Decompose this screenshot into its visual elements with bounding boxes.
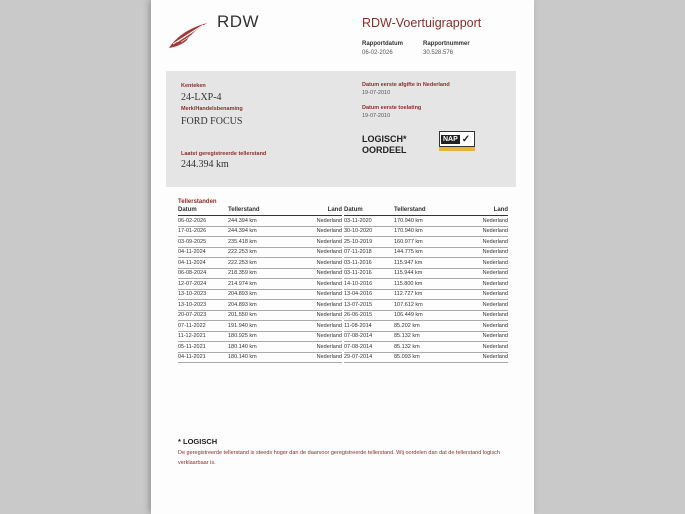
vehicle-summary-panel [166, 71, 516, 187]
odometer-value: 244.394 km [181, 159, 229, 170]
table-row [178, 331, 342, 342]
report-date-block [362, 40, 403, 57]
row-date: 05-11-2021 [178, 342, 228, 353]
row-country: Nederland [452, 216, 508, 227]
row-km: 144.775 km [394, 247, 452, 258]
table-row [344, 258, 508, 269]
row-date: 13-04-2016 [344, 289, 394, 300]
row-country: Nederland [286, 310, 342, 321]
row-country: Nederland [452, 268, 508, 279]
col-country: Land [452, 206, 508, 216]
row-date: 11-08-2014 [344, 321, 394, 332]
row-country: Nederland [452, 321, 508, 332]
row-km: 222.253 km [228, 247, 286, 258]
row-date: 13-07-2015 [344, 300, 394, 311]
table-row [178, 342, 342, 353]
row-date: 20-07-2023 [178, 310, 228, 321]
table-row [178, 226, 342, 237]
row-country: Nederland [452, 310, 508, 321]
odometer-label: Laatst geregistreerde tellerstand [181, 151, 267, 157]
brand-name: RDW [217, 12, 260, 31]
nap-label: NAP [443, 135, 458, 143]
row-country: Nederland [452, 300, 508, 311]
table-row [344, 300, 508, 311]
row-date: 07-11-2022 [178, 321, 228, 332]
verdict-line-2: OORDEEL [362, 145, 407, 155]
row-km: 106.449 km [394, 310, 452, 321]
row-date: 12-07-2024 [178, 279, 228, 290]
row-km: 180.140 km [228, 352, 286, 363]
row-km: 160.977 km [394, 237, 452, 248]
row-date: 03-11-2016 [344, 268, 394, 279]
report-number: 30.528.576 [423, 49, 454, 56]
odometer-table-right [344, 206, 508, 363]
row-country: Nederland [286, 258, 342, 269]
table-row [178, 300, 342, 311]
row-country: Nederland [286, 237, 342, 248]
row-date: 07-08-2014 [344, 342, 394, 353]
table-row [344, 352, 508, 363]
row-date: 17-01-2026 [178, 226, 228, 237]
row-km: 112.727 km [394, 289, 452, 300]
row-country: Nederland [452, 279, 508, 290]
table-row [344, 321, 508, 332]
table-row [178, 289, 342, 300]
table-row [344, 268, 508, 279]
row-km: 201.550 km [228, 310, 286, 321]
row-date: 29-07-2014 [344, 352, 394, 363]
row-date: 07-08-2014 [344, 331, 394, 342]
report-date-label: Rapportdatum [362, 41, 403, 47]
row-country: Nederland [286, 279, 342, 290]
row-country: Nederland [452, 247, 508, 258]
row-km: 115.800 km [394, 279, 452, 290]
row-km: 115.947 km [394, 258, 452, 269]
row-country: Nederland [286, 342, 342, 353]
table-row [178, 216, 342, 227]
row-km: 85.132 km [394, 342, 452, 353]
row-country: Nederland [452, 289, 508, 300]
rdw-logo-icon [167, 20, 209, 50]
row-country: Nederland [286, 321, 342, 332]
plate-value: 24-LXP-4 [181, 92, 222, 103]
first-nl-value: 19-07-2010 [362, 90, 391, 96]
row-km: 235.418 km [228, 237, 286, 248]
row-date: 06-02-2026 [178, 216, 228, 227]
table-row [178, 352, 342, 363]
row-date: 25-10-2019 [344, 237, 394, 248]
first-admission-label: Datum eerste toelating [362, 105, 422, 111]
table-row [344, 342, 508, 353]
row-km: 107.612 km [394, 300, 452, 311]
first-nl-label: Datum eerste afgifte in Nederland [362, 82, 450, 88]
table-row [178, 258, 342, 269]
report-number-block [423, 40, 470, 57]
row-date: 14-10-2016 [344, 279, 394, 290]
row-date: 03-11-2020 [344, 216, 394, 227]
make-value: FORD FOCUS [181, 116, 243, 127]
table-row [178, 279, 342, 290]
odometer-table-left [178, 206, 342, 363]
row-country: Nederland [452, 331, 508, 342]
document-title: RDW-Voertuigrapport [362, 16, 482, 30]
table-row [178, 321, 342, 332]
row-date: 03-09-2025 [178, 237, 228, 248]
row-km: 191.940 km [228, 321, 286, 332]
table-row [344, 226, 508, 237]
row-date: 26-06-2015 [344, 310, 394, 321]
first-admission-value: 19-07-2010 [362, 113, 391, 119]
nap-badge [439, 131, 475, 147]
row-country: Nederland [286, 268, 342, 279]
checkmark-icon: ✓ [461, 133, 471, 145]
row-date: 11-12-2021 [178, 331, 228, 342]
row-date: 07-11-2018 [344, 247, 394, 258]
row-km: 244.394 km [228, 226, 286, 237]
verdict-line-1: LOGISCH* [362, 134, 407, 144]
row-date: 04-11-2024 [178, 247, 228, 258]
row-country: Nederland [286, 352, 342, 363]
row-km: 170.940 km [394, 216, 452, 227]
row-date: 04-11-2021 [178, 352, 228, 363]
row-km: 204.893 km [228, 300, 286, 311]
row-country: Nederland [286, 247, 342, 258]
row-date: 06-08-2024 [178, 268, 228, 279]
table-row [344, 279, 508, 290]
row-date: 30-10-2020 [344, 226, 394, 237]
row-country: Nederland [286, 289, 342, 300]
row-country: Nederland [286, 331, 342, 342]
row-km: 222.253 km [228, 258, 286, 269]
row-country: Nederland [452, 352, 508, 363]
col-km: Tellerstand [228, 206, 286, 216]
row-date: 03-11-2016 [344, 258, 394, 269]
report-number-label: Rapportnummer [423, 41, 470, 47]
table-row [178, 310, 342, 321]
table-row [344, 237, 508, 248]
row-km: 214.974 km [228, 279, 286, 290]
table-row [178, 237, 342, 248]
row-country: Nederland [452, 342, 508, 353]
col-date: Datum [178, 206, 228, 216]
table-row [178, 247, 342, 258]
table-row [344, 310, 508, 321]
make-label: Merk/Handelsbenaming [181, 106, 243, 112]
table-row [344, 216, 508, 227]
row-km: 170.940 km [394, 226, 452, 237]
row-date: 13-10-2023 [178, 289, 228, 300]
table-row [178, 268, 342, 279]
row-km: 85.132 km [394, 331, 452, 342]
row-date: 13-10-2023 [178, 300, 228, 311]
row-km: 244.394 km [228, 216, 286, 227]
col-date: Datum [344, 206, 394, 216]
table-row [344, 331, 508, 342]
row-country: Nederland [452, 237, 508, 248]
row-date: 04-11-2024 [178, 258, 228, 269]
footnote-heading: * LOGISCH [178, 437, 218, 446]
row-country: Nederland [286, 226, 342, 237]
report-page [151, 0, 534, 514]
row-km: 218.359 km [228, 268, 286, 279]
plate-label: Kenteken [181, 83, 206, 89]
row-country: Nederland [452, 226, 508, 237]
odometer-table-title: Tellerstanden [178, 199, 217, 205]
row-km: 180.925 km [228, 331, 286, 342]
row-km: 204.893 km [228, 289, 286, 300]
row-km: 85.202 km [394, 321, 452, 332]
row-km: 85.093 km [394, 352, 452, 363]
row-country: Nederland [286, 216, 342, 227]
row-country: Nederland [286, 300, 342, 311]
row-km: 115.944 km [394, 268, 452, 279]
row-km: 180.140 km [228, 342, 286, 353]
table-row [344, 247, 508, 258]
col-km: Tellerstand [394, 206, 452, 216]
row-country: Nederland [452, 258, 508, 269]
footnote-text: De geregistreerde tellerstand is steeds hoger dan de daarvoor geregistreerde tellerstand. Wij oordelen dan dat de tellerstand logisch verklaarbaar is. [178, 450, 500, 466]
verdict [362, 134, 407, 156]
col-country: Land [286, 206, 342, 216]
table-row [344, 289, 508, 300]
nap-stripe [439, 147, 475, 151]
report-date: 06-02-2026 [362, 49, 393, 56]
